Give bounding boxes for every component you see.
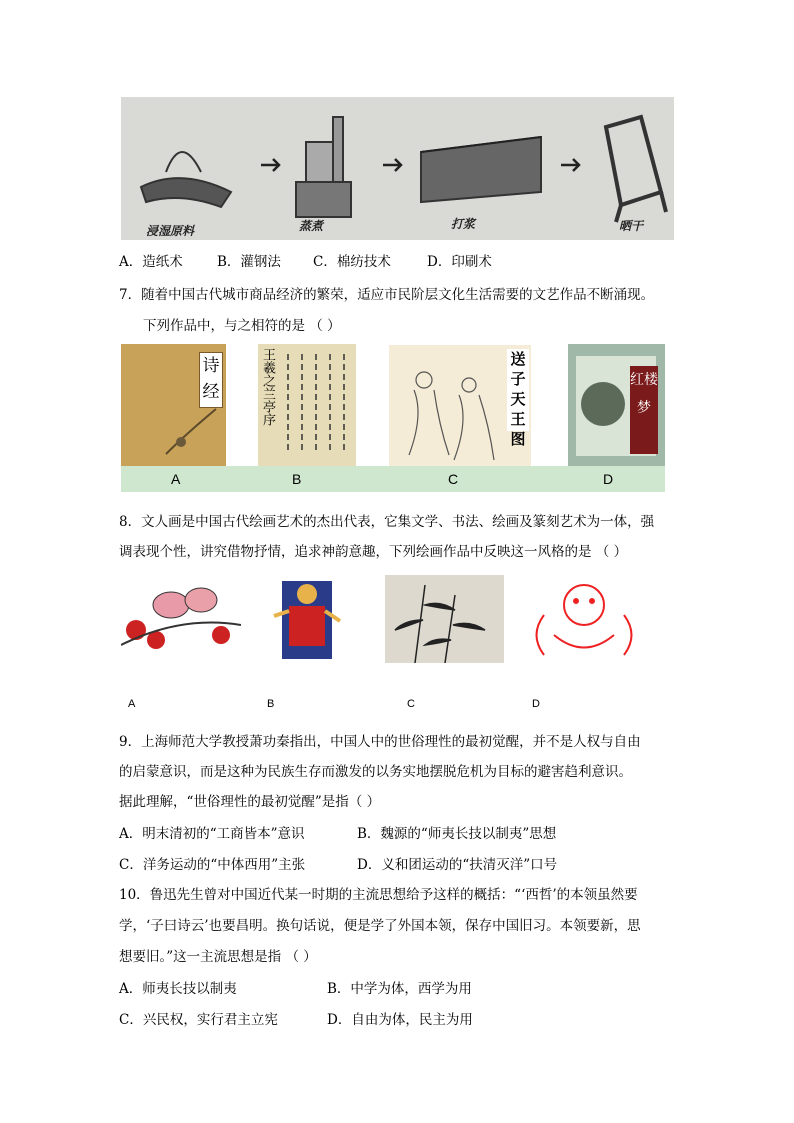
lanting-preface-image — [258, 344, 356, 466]
birds-paper-cut-image — [121, 575, 241, 655]
q6-option-c: C．棉纺技术 — [313, 254, 391, 270]
baby-paper-cut-image — [524, 575, 644, 663]
soaking-basket-drawing — [141, 152, 231, 207]
q6-option-a: A．造纸术 — [119, 254, 183, 270]
q6-option-b: B．灌钢法 — [217, 254, 281, 270]
q7-letter-b: B — [292, 471, 302, 487]
lanting-title-label: 王羲之兰亭序 — [260, 348, 275, 426]
q9-stem-line1: 9．上海师范大学教授萧功秦指出，中国人中的世俗理性的最初觉醒，并不是人权与自由 — [119, 734, 641, 750]
honglou-meng-image — [568, 344, 665, 466]
q7-letter-d: D — [603, 471, 614, 487]
q10-option-d: D．自由为体，民主为用 — [327, 1012, 473, 1028]
process-label-steam: 蒸煮 — [299, 219, 324, 233]
drying-frame-drawing — [606, 117, 666, 222]
book-shijing-image — [121, 344, 226, 466]
q9-option-c: C．洋务运动的“中体西用”主张 — [119, 857, 306, 873]
songzi-title-label: 送子天王图 — [507, 349, 529, 431]
q9-option-b: B．魏源的“师夷长技以制夷”思想 — [357, 826, 557, 842]
steamer-drawing — [296, 117, 351, 217]
q10-option-c: C．兴民权，实行君主立宪 — [119, 1012, 278, 1028]
q8-letter-c: C — [407, 698, 415, 710]
papermaking-process-image — [121, 97, 674, 240]
q10-stem-line2: 学，‘子曰诗云’也要昌明。换句话说，便是学了外国本领，保存中国旧习。本领要新，思 — [119, 918, 641, 934]
honglou-title-label: 红楼梦 — [630, 366, 658, 454]
q7-stem-line2: 下列作品中，与之相符的是 （ ） — [143, 318, 341, 334]
q9-stem-line2: 的启蒙意识，而是这种为民族生存而激发的以务实地摆脱危机为目标的避害趋利意识。 — [119, 764, 632, 780]
q9-option-d: D．义和团运动的“扶清灭洋”口号 — [357, 857, 558, 873]
q8-stem-line1: 8．文人画是中国古代绘画艺术的杰出代表，它集文学、书法、绘画及篆刻艺术为一体，强 — [119, 514, 655, 530]
q8-letter-a: A — [128, 698, 136, 710]
q9-stem-line3: 据此理解，“世俗理性的最初觉醒”是指（ ） — [119, 794, 381, 810]
q7-option-letter-strip — [121, 466, 665, 492]
process-label-beat: 打浆 — [451, 217, 476, 231]
q9-option-a: A．明末清初的“工商皆本”意识 — [119, 826, 305, 842]
q8-stem-line2: 调表现个性，讲究借物抒情，追求神韵意趣，下列绘画作品中反映这一风格的是 （ ） — [119, 544, 628, 560]
process-label-soak: 浸湿原料 — [146, 224, 195, 238]
q7-stem-line1: 7．随着中国古代城市商品经济的繁荣，适应市民阶层文化生活需要的文艺作品不断涌现。 — [119, 287, 655, 303]
songzi-tianwang-image — [389, 345, 531, 466]
pulp-vat-drawing — [421, 137, 541, 202]
ink-bamboo-image — [385, 575, 504, 663]
q7-letter-c: C — [448, 471, 459, 487]
q8-letter-d: D — [532, 698, 540, 710]
q8-letter-b: B — [267, 698, 275, 710]
shijing-title-label: 诗经 — [199, 352, 223, 408]
q6-option-d: D．印刷术 — [427, 254, 492, 270]
q10-option-b: B．中学为体，西学为用 — [327, 981, 472, 997]
q7-letter-a: A — [171, 471, 181, 487]
q10-option-a: A．师夷长技以制夷 — [119, 981, 237, 997]
door-god-image — [264, 576, 350, 664]
q10-stem-line3: 想要旧。”这一主流思想是指 （ ） — [119, 949, 317, 965]
q10-stem-line1: 10．鲁迅先生曾对中国近代某一时期的主流思想给予这样的概括：“‘西哲’的本领虽然要 — [119, 887, 638, 903]
process-label-dry: 晒干 — [619, 219, 644, 233]
